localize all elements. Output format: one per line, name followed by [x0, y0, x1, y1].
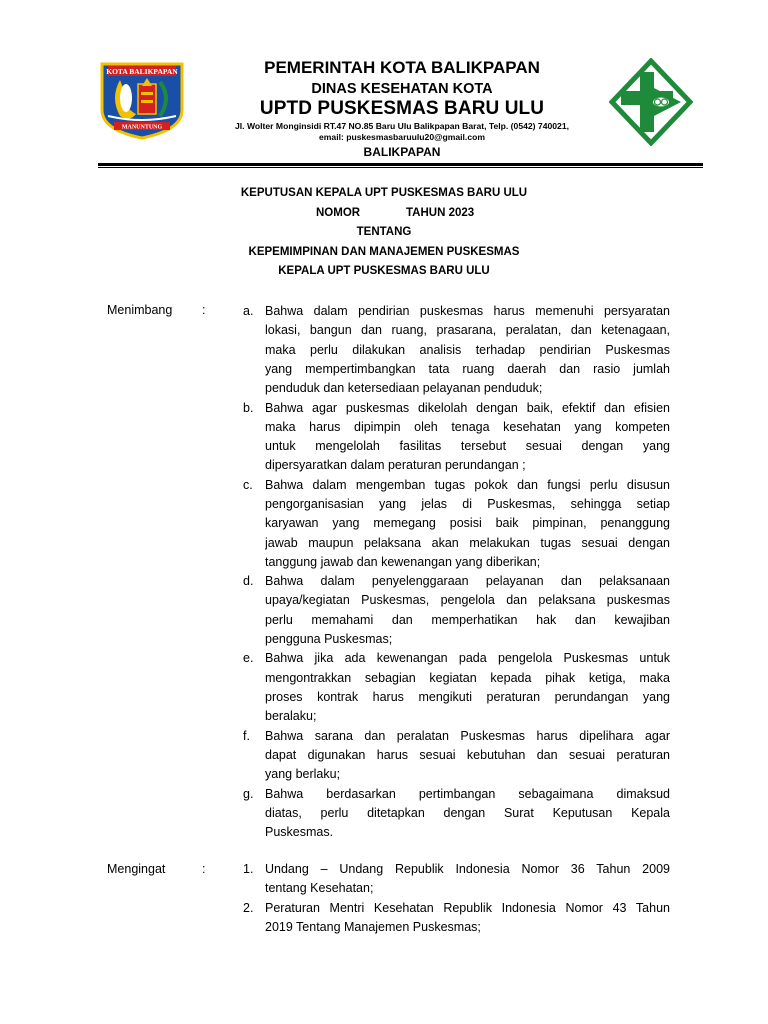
letterhead-email: email: puskesmasbaruulu20@gmail.com: [319, 132, 485, 142]
menimbang-item-marker: b.: [243, 400, 254, 415]
menimbang-item-line: Puskesmas.: [265, 825, 334, 840]
menimbang-item-line: Bahwa sarana dan peralatan Puskesmas harus dipelihara agar: [265, 728, 670, 743]
menimbang-item-marker: e.: [243, 651, 254, 666]
letterhead-thin-rule: [98, 167, 703, 168]
decree-number-label: NOMOR: [316, 207, 361, 219]
menimbang-item-marker: f.: [243, 728, 250, 743]
menimbang-item-marker: c.: [243, 477, 253, 492]
menimbang-item-line: yang mempertimbangkan tata ruang daerah dan rasio jumlah: [265, 361, 670, 376]
menimbang-item-line: penduduk dan ketersediaan pelayanan penduduk;: [265, 381, 543, 396]
menimbang-colon: :: [202, 303, 206, 317]
menimbang-item-text: [265, 649, 670, 726]
menimbang-item-line: maka perlu dilakukan analisis terhadap pendirian Puskesmas: [265, 342, 670, 357]
menimbang-item-line: tanggung jawab dan kewenangan yang diberikan;: [265, 554, 541, 569]
menimbang-item-line: Bahwa dalam mengemban tugas pokok dan fungsi perlu disusun: [265, 477, 670, 492]
menimbang-item-line: pengguna Puskesmas;: [265, 632, 393, 647]
menimbang-item-line: mengontrakkan sebagian kegiatan kepada pihak ketiga, maka: [265, 670, 670, 685]
menimbang-item-line: upaya/kegiatan Puskesmas, pengelola dan pelaksana puskesmas: [265, 593, 670, 608]
mengingat-label: Mengingat: [107, 862, 166, 876]
menimbang-item-line: untuk mengelolah fasilitas tersebut sesuai dengan yang: [265, 439, 670, 454]
letterhead-thick-rule: [98, 163, 703, 166]
menimbang-item-line: pengorganisasian yang jelas di Puskesmas, sehingga setiap: [265, 496, 670, 511]
emblem-top-text: KOTA BALIKPAPAN: [106, 67, 178, 76]
menimbang-item: [243, 399, 670, 476]
menimbang-item-marker: a.: [243, 304, 254, 318]
mengingat-item-marker: 1.: [243, 862, 254, 876]
menimbang-item-marker: g.: [243, 786, 254, 801]
mengingat-item: [243, 899, 670, 938]
menimbang-item-line: Bahwa dalam pendirian puskesmas harus memenuhi persyaratan: [265, 304, 670, 318]
menimbang-item-line: yang berlaku;: [265, 767, 341, 782]
menimbang-item: [243, 302, 670, 399]
menimbang-item-text: [265, 302, 670, 398]
mengingat-item-line: Undang – Undang Republik Indonesia Nomor 36 Tahun 2009: [265, 862, 670, 876]
menimbang-item-line: Bahwa jika ada kewenangan pada pengelola Puskesmas untuk: [265, 651, 670, 666]
mengingat-item-line: 2019 Tentang Manajemen Puskesmas;: [265, 919, 481, 934]
menimbang-item-line: maka harus dipimpin oleh tenaga kesehatan yang kompeten: [265, 419, 670, 434]
menimbang-item-text: [265, 572, 670, 649]
mengingat-colon: :: [202, 862, 206, 876]
menimbang-item: [243, 476, 670, 573]
menimbang-item-line: dipersyaratkan dalam peraturan perundangan ;: [265, 458, 526, 473]
letterhead-city: BALIKPAPAN: [363, 145, 441, 159]
menimbang-item-text: [265, 727, 670, 785]
letterhead-government: PEMERINTAH KOTA BALIKPAPAN: [264, 58, 540, 77]
letterhead-unit: UPTD PUSKESMAS BARU ULU: [259, 98, 545, 119]
menimbang-item-line: Bahwa berdasarkan pertimbangan sebagaimana dimaksud: [265, 786, 670, 801]
letterhead-agency: DINAS KESEHATAN KOTA: [311, 81, 493, 97]
menimbang-item: [243, 649, 670, 726]
menimbang-item: [243, 785, 670, 843]
decree-about-label: TENTANG: [356, 226, 412, 238]
menimbang-item-line: dapat digunakan harus sesuai kebutuhan dan sesuai peraturan: [265, 747, 670, 762]
menimbang-item-text: [265, 399, 670, 476]
decree-subject: KEPEMIMPINAN DAN MANAJEMEN PUSKESMAS: [248, 246, 520, 258]
puskesmas-logo-icon: [609, 58, 693, 146]
mengingat-item: [243, 860, 670, 899]
emblem-bottom-text: MANUNTUNG: [121, 124, 163, 131]
menimbang-item-line: diatas, perlu ditetapkan dengan Surat Keputusan Kepala: [265, 805, 670, 820]
mengingat-item-line: Peraturan Mentri Kesehatan Republik Indonesia Nomor 43 Tahun: [265, 900, 670, 915]
menimbang-item-line: karyawan yang memegang posisi baik pimpinan, penanggung: [265, 516, 670, 531]
menimbang-item: [243, 727, 670, 785]
menimbang-label: Menimbang: [107, 303, 173, 317]
letterhead-address: Jl. Wolter Monginsidi RT.47 NO.85 Baru Ulu Balikpapan Barat, Telp. (0542) 740021,: [235, 121, 569, 131]
menimbang-item-line: lokasi, bangun dan ruang, prasarana, peralatan, dan ketenagaan,: [265, 323, 670, 338]
menimbang-item-line: perlu memahami dan memperhatikan hak dan kewajiban: [265, 612, 670, 627]
menimbang-item-line: beralaku;: [265, 709, 317, 724]
decree-year: TAHUN 2023: [406, 207, 475, 219]
menimbang-item-line: proses kontrak harus mengikuti peraturan perundangan yang: [265, 689, 670, 704]
decree-issuer: KEPALA UPT PUSKESMAS BARU ULU: [278, 265, 490, 277]
menimbang-item-text: [265, 476, 670, 572]
menimbang-item-line: Bahwa agar puskesmas dikelolah dengan baik, efektif dan efisien: [265, 400, 670, 415]
mengingat-item-text: [265, 860, 670, 899]
menimbang-item-line: Bahwa dalam penyelenggaraan pelayanan dan pelaksanaan: [265, 574, 670, 589]
menimbang-item-text: [265, 785, 670, 843]
balikpapan-city-emblem-icon: [98, 58, 186, 140]
mengingat-item-line: tentang Kesehatan;: [265, 881, 374, 896]
menimbang-item: [243, 572, 670, 649]
menimbang-item-line: jawab maupun pelaksana akan melakukan tugas sesuai dengan: [265, 535, 670, 550]
decree-title: KEPUTUSAN KEPALA UPT PUSKESMAS BARU ULU: [240, 187, 528, 199]
menimbang-item-marker: d.: [243, 574, 254, 589]
mengingat-item-text: [265, 899, 670, 938]
mengingat-item-marker: 2.: [243, 900, 254, 915]
